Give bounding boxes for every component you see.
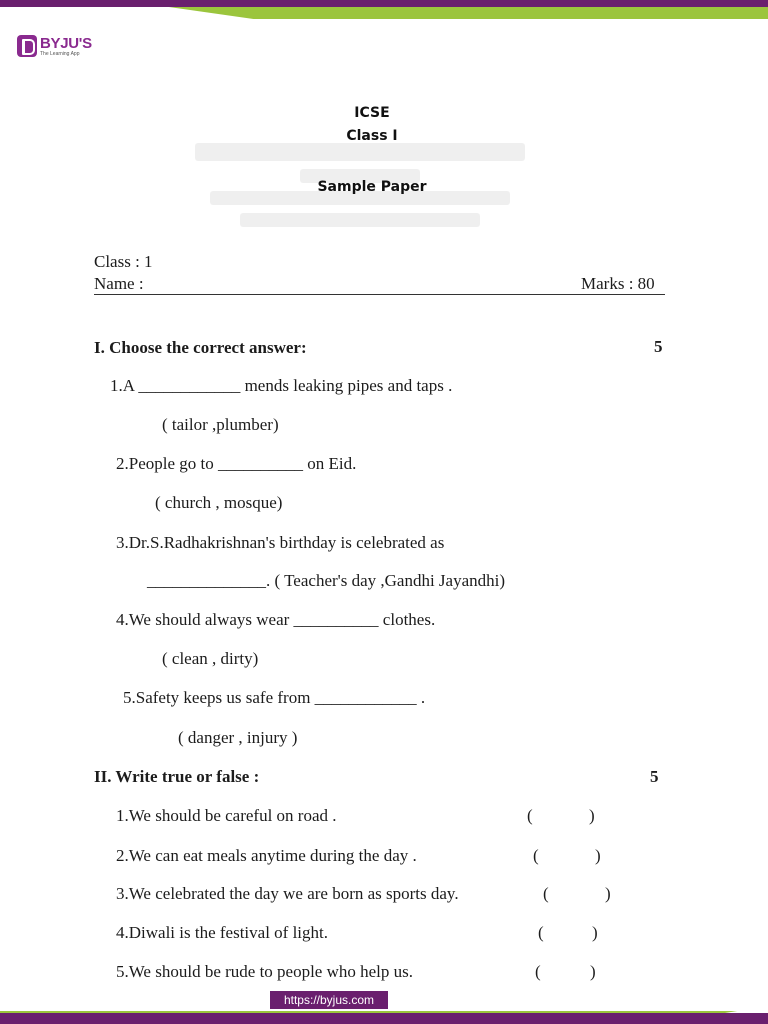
logo-name: BYJU'S xyxy=(40,34,92,52)
question-2-options: ( church , mosque) xyxy=(155,493,283,512)
question-5-options: ( danger , injury ) xyxy=(178,728,298,747)
footer-url-link[interactable]: https://byjus.com xyxy=(270,991,388,1009)
tf-answer-3-close: ) xyxy=(605,884,611,903)
tf-statement-3: 3.We celebrated the day we are born as sports day. xyxy=(116,884,459,903)
question-4: 4.We should always wear __________ clothes. xyxy=(116,610,436,629)
section-2-title: II. Write true or false : xyxy=(94,767,260,786)
tf-statement-2: 2.We can eat meals anytime during the day . xyxy=(116,846,417,865)
tf-answer-1-open: ( xyxy=(527,806,533,825)
tf-answer-2-open: ( xyxy=(533,846,539,865)
tf-answer-5-close: ) xyxy=(590,962,596,981)
section-2-marks: 5 xyxy=(650,767,659,786)
byjus-logo xyxy=(17,35,92,57)
tf-answer-4-open: ( xyxy=(538,923,544,942)
question-1-options: ( tailor ,plumber) xyxy=(162,415,279,434)
tf-statement-5: 5.We should be rude to people who help us. xyxy=(116,962,414,981)
question-2: 2.People go to __________ on Eid. xyxy=(116,454,357,473)
question-3: 3.Dr.S.Radhakrishnan's birthday is celebrated as xyxy=(116,533,445,552)
class-line: Class : 1 xyxy=(94,252,153,271)
tf-statement-4: 4.Diwali is the festival of light. xyxy=(116,923,328,942)
section-1-title: I. Choose the correct answer: xyxy=(94,338,307,357)
section-1-marks: 5 xyxy=(654,337,663,356)
top-accent-bar xyxy=(0,7,768,19)
marks-label: Marks : 80 xyxy=(581,274,655,293)
board-title: ICSE xyxy=(354,105,390,121)
tf-answer-3-open: ( xyxy=(543,884,549,903)
name-underline xyxy=(94,294,665,295)
tf-answer-2-close: ) xyxy=(595,846,601,865)
logo-tagline: The Learning App xyxy=(40,50,80,57)
top-brand-bar xyxy=(0,0,768,7)
tf-answer-5-open: ( xyxy=(535,962,541,981)
bottom-brand-bar xyxy=(0,1013,768,1024)
question-3-options: ______________. ( Teacher's day ,Gandhi Jayandhi) xyxy=(147,571,506,590)
name-label: Name : xyxy=(94,274,144,293)
paper-title: Sample Paper xyxy=(317,179,427,195)
byjus-logo-icon xyxy=(17,35,37,57)
question-5: 5.Safety keeps us safe from ____________ . xyxy=(123,688,426,707)
tf-statement-1: 1.We should be careful on road . xyxy=(116,806,337,825)
tf-answer-4-close: ) xyxy=(592,923,598,942)
tf-answer-1-close: ) xyxy=(589,806,595,825)
question-4-options: ( clean , dirty) xyxy=(162,649,259,668)
class-title: Class I xyxy=(346,128,398,144)
question-1: 1.A ____________ mends leaking pipes and taps . xyxy=(110,376,453,395)
